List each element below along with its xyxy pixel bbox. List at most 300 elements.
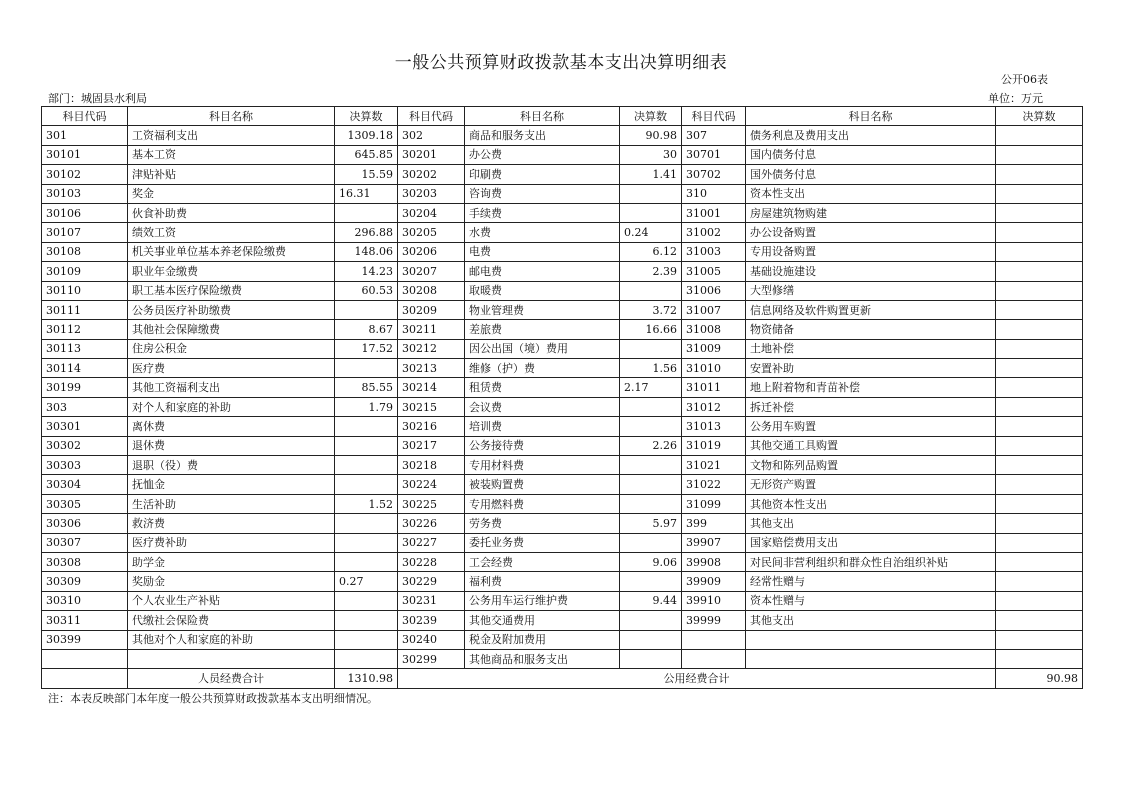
subject-code-cell: 30310	[42, 591, 128, 610]
table-row	[42, 514, 1083, 533]
subject-name-cell: 商品和服务支出	[465, 126, 620, 145]
subject-name-cell: 土地补偿	[746, 339, 996, 358]
amount-cell	[996, 417, 1083, 436]
subject-code-cell: 30217	[398, 436, 465, 455]
subject-name-cell: 津贴补贴	[128, 165, 335, 184]
amount-cell	[996, 262, 1083, 281]
subject-code-cell: 31021	[682, 456, 746, 475]
subject-code-cell: 399	[682, 514, 746, 533]
subject-name-cell: 手续费	[465, 203, 620, 222]
amount-cell	[996, 533, 1083, 552]
amount-cell: 1.52	[335, 494, 398, 513]
amount-cell	[996, 552, 1083, 571]
subject-name-cell: 邮电费	[465, 262, 620, 281]
amount-cell: 2.39	[620, 262, 682, 281]
table-row	[42, 533, 1083, 552]
amount-cell	[996, 339, 1083, 358]
amount-cell	[996, 456, 1083, 475]
table-row	[42, 184, 1083, 203]
subject-code-cell: 31005	[682, 262, 746, 281]
amount-cell	[996, 436, 1083, 455]
amount-cell	[620, 611, 682, 630]
subject-code-cell: 30303	[42, 456, 128, 475]
subject-code-cell: 31013	[682, 417, 746, 436]
header-cell: 科目名称	[465, 107, 620, 126]
subject-code-cell	[682, 630, 746, 649]
subject-name-cell: 被装购置费	[465, 475, 620, 494]
amount-cell: 1.56	[620, 359, 682, 378]
subject-code-cell: 30226	[398, 514, 465, 533]
subject-code-cell: 30309	[42, 572, 128, 591]
amount-cell	[335, 456, 398, 475]
table-row	[42, 397, 1083, 416]
subject-code-cell: 31002	[682, 223, 746, 242]
subject-code-cell: 30218	[398, 456, 465, 475]
subject-code-cell: 30103	[42, 184, 128, 203]
subject-code-cell: 30107	[42, 223, 128, 242]
amount-cell	[996, 281, 1083, 300]
subject-name-cell: 绩效工资	[128, 223, 335, 242]
amount-cell	[620, 533, 682, 552]
subject-name-cell: 其他支出	[746, 611, 996, 630]
amount-cell: 16.66	[620, 320, 682, 339]
subject-name-cell: 拆迁补偿	[746, 397, 996, 416]
subject-code-cell: 30102	[42, 165, 128, 184]
subject-code-cell: 30208	[398, 281, 465, 300]
subject-name-cell: 其他工资福利支出	[128, 378, 335, 397]
amount-cell	[335, 436, 398, 455]
subject-name-cell: 取暖费	[465, 281, 620, 300]
amount-cell: 1309.18	[335, 126, 398, 145]
subject-name-cell: 印刷费	[465, 165, 620, 184]
subject-name-cell: 信息网络及软件购置更新	[746, 300, 996, 319]
amount-cell: 3.72	[620, 300, 682, 319]
subject-code-cell: 30224	[398, 475, 465, 494]
subject-name-cell: 其他资本性支出	[746, 494, 996, 513]
amount-cell: 60.53	[335, 281, 398, 300]
table-row	[42, 649, 1083, 668]
amount-cell: 2.17	[620, 378, 682, 397]
subject-name-cell: 安置补助	[746, 359, 996, 378]
subject-code-cell: 30304	[42, 475, 128, 494]
subject-name-cell: 其他社会保障缴费	[128, 320, 335, 339]
subject-code-cell: 30311	[42, 611, 128, 630]
subject-code-cell: 30240	[398, 630, 465, 649]
subject-name-cell: 个人农业生产补贴	[128, 591, 335, 610]
table-row	[42, 300, 1083, 319]
table-row	[42, 165, 1083, 184]
subject-name-cell: 奖励金	[128, 572, 335, 591]
subject-name-cell: 其他支出	[746, 514, 996, 533]
amount-cell	[620, 339, 682, 358]
subject-code-cell: 31022	[682, 475, 746, 494]
subject-code-cell: 31001	[682, 203, 746, 222]
subject-code-cell: 31011	[682, 378, 746, 397]
subject-code-cell: 30306	[42, 514, 128, 533]
table-row	[42, 456, 1083, 475]
amount-cell	[335, 533, 398, 552]
subject-name-cell: 专用燃料费	[465, 494, 620, 513]
subject-name-cell: 对民间非营利组织和群众性自治组织补贴	[746, 552, 996, 571]
amount-cell: 0.27	[335, 572, 398, 591]
subject-code-cell: 30225	[398, 494, 465, 513]
table-row	[42, 630, 1083, 649]
subject-code-cell: 310	[682, 184, 746, 203]
subject-name-cell: 地上附着物和青苗补偿	[746, 378, 996, 397]
amount-cell	[335, 417, 398, 436]
subject-name-cell: 委托业务费	[465, 533, 620, 552]
subject-name-cell: 无形资产购置	[746, 475, 996, 494]
subject-code-cell: 30239	[398, 611, 465, 630]
subject-code-cell: 30108	[42, 242, 128, 261]
subject-code-cell: 39910	[682, 591, 746, 610]
amount-cell	[620, 649, 682, 668]
amount-cell: 17.52	[335, 339, 398, 358]
subject-code-cell: 30201	[398, 145, 465, 164]
empty-cell	[42, 669, 128, 688]
subject-code-cell: 30299	[398, 649, 465, 668]
amount-cell: 1.41	[620, 165, 682, 184]
subject-name-cell: 会议费	[465, 397, 620, 416]
subject-name-cell: 国内债务付息	[746, 145, 996, 164]
subject-code-cell: 30112	[42, 320, 128, 339]
subject-name-cell: 税金及附加费用	[465, 630, 620, 649]
subject-name-cell: 差旅费	[465, 320, 620, 339]
unit-label: 单位：万元	[988, 92, 1043, 105]
table-row	[42, 359, 1083, 378]
amount-cell: 1.79	[335, 397, 398, 416]
amount-cell	[620, 572, 682, 591]
subject-code-cell: 30106	[42, 203, 128, 222]
table-row	[42, 223, 1083, 242]
subject-name-cell: 大型修缮	[746, 281, 996, 300]
subject-name-cell: 劳务费	[465, 514, 620, 533]
subject-name-cell: 办公设备购置	[746, 223, 996, 242]
subject-code-cell: 30101	[42, 145, 128, 164]
subject-name-cell: 公务用车运行维护费	[465, 591, 620, 610]
header-row	[42, 107, 1083, 126]
subject-code-cell: 30211	[398, 320, 465, 339]
subject-code-cell: 31007	[682, 300, 746, 319]
subject-name-cell: 伙食补助费	[128, 203, 335, 222]
subject-name-cell: 基本工资	[128, 145, 335, 164]
subject-code-cell: 30204	[398, 203, 465, 222]
table-row	[42, 611, 1083, 630]
subject-code-cell: 30209	[398, 300, 465, 319]
subject-name-cell: 物业管理费	[465, 300, 620, 319]
subject-code-cell: 39907	[682, 533, 746, 552]
subject-name-cell: 文物和陈列品购置	[746, 456, 996, 475]
subject-name-cell: 其他交通费用	[465, 611, 620, 630]
subject-code-cell: 31006	[682, 281, 746, 300]
amount-cell	[335, 611, 398, 630]
amount-cell: 6.12	[620, 242, 682, 261]
amount-cell	[620, 184, 682, 203]
subject-name-cell: 其他交通工具购置	[746, 436, 996, 455]
department-label: 部门：	[48, 92, 81, 105]
amount-cell	[335, 475, 398, 494]
subject-code-cell: 30199	[42, 378, 128, 397]
public-total-label: 公用经费合计	[398, 669, 996, 688]
subject-code-cell: 31010	[682, 359, 746, 378]
amount-cell: 2.26	[620, 436, 682, 455]
subject-name-cell: 工资福利支出	[128, 126, 335, 145]
amount-cell	[996, 514, 1083, 533]
subject-code-cell: 30110	[42, 281, 128, 300]
amount-cell: 148.06	[335, 242, 398, 261]
subject-name-cell: 机关事业单位基本养老保险缴费	[128, 242, 335, 261]
table-body	[42, 126, 1083, 669]
amount-cell	[996, 242, 1083, 261]
subject-name-cell: 医疗费	[128, 359, 335, 378]
amount-cell: 30	[620, 145, 682, 164]
subject-code-cell: 30215	[398, 397, 465, 416]
subject-name-cell: 房屋建筑物购建	[746, 203, 996, 222]
subject-code-cell: 30308	[42, 552, 128, 571]
subject-code-cell: 30301	[42, 417, 128, 436]
subject-name-cell: 国外债务付息	[746, 165, 996, 184]
subject-name-cell: 培训费	[465, 417, 620, 436]
amount-cell	[620, 397, 682, 416]
subject-code-cell: 30205	[398, 223, 465, 242]
subject-code-cell: 31099	[682, 494, 746, 513]
amount-cell	[620, 494, 682, 513]
amount-cell: 90.98	[620, 126, 682, 145]
amount-cell	[996, 649, 1083, 668]
subject-name-cell: 公务用车购置	[746, 417, 996, 436]
subject-name-cell: 对个人和家庭的补助	[128, 397, 335, 416]
amount-cell	[996, 223, 1083, 242]
subject-name-cell: 国家赔偿费用支出	[746, 533, 996, 552]
subject-code-cell: 31009	[682, 339, 746, 358]
amount-cell	[996, 378, 1083, 397]
subject-code-cell: 30228	[398, 552, 465, 571]
subject-code-cell: 30307	[42, 533, 128, 552]
subject-name-cell: 维修（护）费	[465, 359, 620, 378]
subject-name-cell: 租赁费	[465, 378, 620, 397]
footnote: 注：本表反映部门本年度一般公共预算财政拨款基本支出明细情况。	[48, 692, 378, 705]
subject-name-cell	[746, 649, 996, 668]
amount-cell	[620, 203, 682, 222]
amount-cell: 85.55	[335, 378, 398, 397]
table-row	[42, 591, 1083, 610]
subject-code-cell: 30114	[42, 359, 128, 378]
subject-code-cell: 31012	[682, 397, 746, 416]
subject-code-cell	[682, 649, 746, 668]
subject-code-cell: 30213	[398, 359, 465, 378]
amount-cell	[335, 300, 398, 319]
totals-row	[42, 669, 1083, 688]
subject-code-cell: 31003	[682, 242, 746, 261]
subject-name-cell: 电费	[465, 242, 620, 261]
subject-code-cell: 30203	[398, 184, 465, 203]
header-cell: 决算数	[996, 107, 1083, 126]
table-row	[42, 417, 1083, 436]
expenditure-table	[41, 106, 1083, 689]
subject-code-cell: 307	[682, 126, 746, 145]
table-row	[42, 203, 1083, 222]
subject-name-cell: 基础设施建设	[746, 262, 996, 281]
subject-code-cell: 30207	[398, 262, 465, 281]
header-cell: 决算数	[620, 107, 682, 126]
subject-code-cell: 30206	[398, 242, 465, 261]
amount-cell	[620, 281, 682, 300]
amount-cell	[335, 591, 398, 610]
subject-code-cell: 302	[398, 126, 465, 145]
header-cell: 科目代码	[682, 107, 746, 126]
table-row	[42, 339, 1083, 358]
amount-cell	[335, 359, 398, 378]
amount-cell	[335, 203, 398, 222]
subject-code-cell: 30229	[398, 572, 465, 591]
subject-name-cell: 专用材料费	[465, 456, 620, 475]
table-row	[42, 378, 1083, 397]
subject-name-cell: 退休费	[128, 436, 335, 455]
subject-name-cell: 其他商品和服务支出	[465, 649, 620, 668]
personnel-total-label: 人员经费合计	[128, 669, 335, 688]
amount-cell	[996, 165, 1083, 184]
amount-cell	[620, 456, 682, 475]
table-row	[42, 281, 1083, 300]
amount-cell	[996, 591, 1083, 610]
table-row	[42, 436, 1083, 455]
subject-name-cell: 职工基本医疗保险缴费	[128, 281, 335, 300]
subject-name-cell: 离休费	[128, 417, 335, 436]
subject-name-cell: 咨询费	[465, 184, 620, 203]
subject-code-cell: 30111	[42, 300, 128, 319]
table-row	[42, 494, 1083, 513]
amount-cell	[996, 145, 1083, 164]
subject-name-cell: 债务利息及费用支出	[746, 126, 996, 145]
report-title: 一般公共预算财政拨款基本支出决算明细表	[394, 53, 728, 73]
table-row	[42, 552, 1083, 571]
header-cell: 科目名称	[746, 107, 996, 126]
amount-cell	[335, 552, 398, 571]
amount-cell	[620, 475, 682, 494]
subject-code-cell: 30214	[398, 378, 465, 397]
table-row	[42, 320, 1083, 339]
subject-name-cell: 专用设备购置	[746, 242, 996, 261]
header-cell: 决算数	[335, 107, 398, 126]
table-row	[42, 572, 1083, 591]
subject-name-cell: 办公费	[465, 145, 620, 164]
subject-name-cell: 退职（役）费	[128, 456, 335, 475]
amount-cell: 16.31	[335, 184, 398, 203]
amount-cell	[996, 203, 1083, 222]
subject-name-cell: 水费	[465, 223, 620, 242]
subject-name-cell	[746, 630, 996, 649]
subject-name-cell	[128, 649, 335, 668]
subject-code-cell: 30305	[42, 494, 128, 513]
amount-cell	[620, 417, 682, 436]
subject-code-cell: 303	[42, 397, 128, 416]
subject-code-cell: 31008	[682, 320, 746, 339]
subject-code-cell: 30702	[682, 165, 746, 184]
amount-cell: 15.59	[335, 165, 398, 184]
table-row	[42, 145, 1083, 164]
form-number: 公开06表	[1001, 73, 1048, 86]
subject-code-cell: 30399	[42, 630, 128, 649]
amount-cell	[996, 126, 1083, 145]
subject-name-cell: 经常性赠与	[746, 572, 996, 591]
amount-cell: 9.44	[620, 591, 682, 610]
table-row	[42, 126, 1083, 145]
amount-cell: 8.67	[335, 320, 398, 339]
amount-cell	[335, 630, 398, 649]
subject-name-cell: 奖金	[128, 184, 335, 203]
subject-name-cell: 医疗费补助	[128, 533, 335, 552]
amount-cell: 296.88	[335, 223, 398, 242]
subject-code-cell: 301	[42, 126, 128, 145]
table-row	[42, 262, 1083, 281]
amount-cell	[996, 494, 1083, 513]
amount-cell: 5.97	[620, 514, 682, 533]
amount-cell: 645.85	[335, 145, 398, 164]
subject-name-cell: 物资储备	[746, 320, 996, 339]
department-name: 城固县水利局	[81, 92, 147, 105]
subject-code-cell: 30227	[398, 533, 465, 552]
subject-name-cell: 资本性支出	[746, 184, 996, 203]
subject-code-cell: 30212	[398, 339, 465, 358]
public-total-value: 90.98	[996, 669, 1083, 688]
header-cell: 科目名称	[128, 107, 335, 126]
subject-name-cell: 公务接待费	[465, 436, 620, 455]
subject-name-cell: 职业年金缴费	[128, 262, 335, 281]
subject-code-cell: 30216	[398, 417, 465, 436]
subject-name-cell: 救济费	[128, 514, 335, 533]
amount-cell	[996, 397, 1083, 416]
amount-cell	[335, 514, 398, 533]
table-row	[42, 242, 1083, 261]
personnel-total-value: 1310.98	[335, 669, 398, 688]
amount-cell	[996, 300, 1083, 319]
amount-cell	[335, 649, 398, 668]
header-cell: 科目代码	[42, 107, 128, 126]
subject-code-cell: 30701	[682, 145, 746, 164]
department-line	[48, 90, 147, 106]
amount-cell	[996, 572, 1083, 591]
amount-cell	[620, 630, 682, 649]
subject-name-cell: 其他对个人和家庭的补助	[128, 630, 335, 649]
amount-cell	[996, 184, 1083, 203]
subject-code-cell: 30302	[42, 436, 128, 455]
amount-cell	[996, 359, 1083, 378]
subject-code-cell: 30109	[42, 262, 128, 281]
subject-code-cell: 39999	[682, 611, 746, 630]
subject-name-cell: 公务员医疗补助缴费	[128, 300, 335, 319]
amount-cell: 9.06	[620, 552, 682, 571]
amount-cell: 14.23	[335, 262, 398, 281]
subject-code-cell: 30231	[398, 591, 465, 610]
subject-name-cell: 因公出国（境）费用	[465, 339, 620, 358]
subject-code-cell: 30113	[42, 339, 128, 358]
subject-name-cell: 福利费	[465, 572, 620, 591]
amount-cell	[996, 630, 1083, 649]
amount-cell	[996, 475, 1083, 494]
subject-name-cell: 代缴社会保险费	[128, 611, 335, 630]
amount-cell	[996, 611, 1083, 630]
table-row	[42, 475, 1083, 494]
subject-code-cell: 30202	[398, 165, 465, 184]
subject-name-cell: 工会经费	[465, 552, 620, 571]
amount-cell	[996, 320, 1083, 339]
subject-name-cell: 住房公积金	[128, 339, 335, 358]
amount-cell: 0.24	[620, 223, 682, 242]
subject-code-cell: 39909	[682, 572, 746, 591]
subject-code-cell: 31019	[682, 436, 746, 455]
subject-name-cell: 助学金	[128, 552, 335, 571]
subject-name-cell: 生活补助	[128, 494, 335, 513]
